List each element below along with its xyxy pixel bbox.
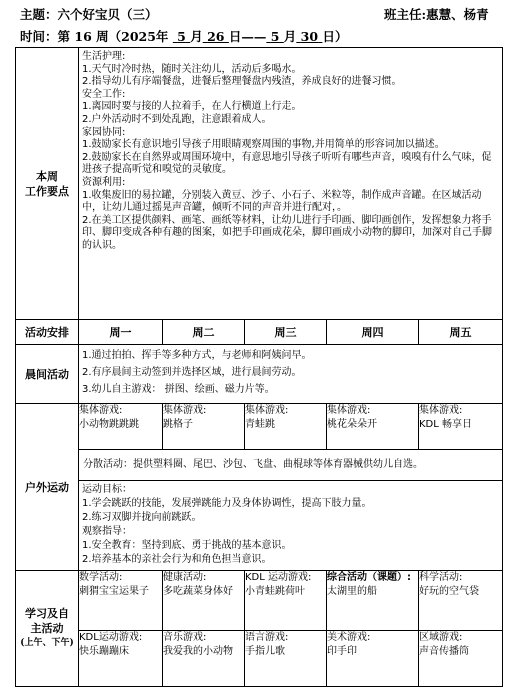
outdoor-label: 户外运动	[16, 404, 79, 571]
learning-cell: 数学活动: 刺猬宝宝运果子	[79, 571, 163, 631]
learning-cell: 区域游戏: 声音传播筒	[419, 631, 503, 687]
outdoor-game-cell: 集体游戏: 桃花朵朵开	[327, 404, 419, 450]
day-wednesday: 周三	[245, 320, 327, 345]
schedule-label: 活动安排	[16, 320, 79, 345]
outdoor-goals-row	[16, 481, 503, 571]
teacher-value: 惠慧、杨青	[426, 7, 489, 22]
week-label: 周（2025年	[96, 29, 169, 44]
focus-line: 2.户外活动时不到处乱跑，注意跟着成人。	[82, 113, 272, 125]
start-day: 26	[207, 29, 225, 44]
goal-line: 1.学会跳跃的技能，发展弹跳能力及身体协调性，提高下肢力量。	[82, 498, 372, 509]
outdoor-dispersed: 分散活动：提供塑料圈、尾巴、沙包、飞盘、曲棍球等体育器械供幼儿自选。	[79, 450, 503, 481]
learning-cell: 健康活动: 多吃蔬菜身体好	[163, 571, 245, 631]
learning-cell: 语言游戏: 手指儿歌	[245, 631, 327, 687]
start-month: 5	[177, 29, 186, 44]
focus-line: 2.指导幼儿有序端餐盘，进餐后整理餐盘内残渣，养成良好的进餐习惯。	[82, 76, 402, 88]
goal-line: 1.安全教育：坚持到底、勇于挑战的基本意识。	[82, 540, 292, 551]
morning-label: 晨间活动	[16, 345, 79, 404]
day-monday: 周一	[79, 320, 163, 345]
theme-line	[20, 5, 158, 23]
focus-content	[79, 48, 503, 320]
morning-content	[79, 345, 503, 404]
outdoor-game-cell: 集体游戏: 小动物跳跳跳	[79, 404, 163, 450]
end-day: 30	[300, 29, 319, 44]
time-line	[20, 27, 347, 45]
schedule-header-row	[16, 320, 503, 345]
focus-line: 生活护理:	[82, 51, 126, 62]
goal-line: 2.练习双脚并拢向前跳跃。	[82, 512, 202, 523]
learning-cell: KDL 运动游戏: 小青蛙跳荷叶	[245, 571, 327, 631]
day-tuesday: 周二	[163, 320, 245, 345]
theme-value: 六个好宝贝（三）	[57, 7, 158, 22]
day-label-2: 日）	[322, 29, 348, 44]
outdoor-goals	[79, 481, 503, 571]
learning-cell: 科学活动: 好玩的空气袋	[419, 571, 503, 631]
morning-line: 2.有序晨间主动签到并选择区域，进行晨间劳动。	[82, 367, 302, 378]
outdoor-games-row	[16, 404, 503, 450]
goal-line: 2.培养基本的亲社会行为和角色担当意识。	[82, 554, 272, 565]
day-label-1: 日——	[228, 29, 267, 44]
learning-cell: 综合活动（课题）: 太湖里的船	[327, 571, 419, 631]
outdoor-game-cell: 集体游戏: 跳格子	[163, 404, 245, 450]
teacher-label: 班主任:	[384, 7, 427, 22]
focus-row	[16, 48, 503, 320]
focus-label: 本周 工作要点	[16, 48, 79, 320]
focus-line: 1.鼓励家长有意识地引导孩子用眼睛观察周围的事物,并用简单的形容词加以描述。	[82, 139, 445, 151]
focus-line: 2.在美工区提供颜料、画笔、画纸等材料，让幼儿进行手印画、脚印画创作，发挥想象力将手印、脚印变成各种有趣的图案，如把手印画成花朵，脚印画成小动物的脚印，加深对自己手脚的认识。	[82, 214, 492, 251]
learning-row-2	[16, 631, 503, 687]
focus-line: 2.鼓励家长在自然界或周围环境中，有意思地引导孩子听听有哪些声音，嗅嗅有什么气味，促进孩子提高听觉和嗅觉的灵敏度。	[82, 151, 492, 176]
day-thursday: 周四	[327, 320, 419, 345]
goal-line: 运动目标：	[82, 484, 132, 495]
outdoor-game-cell: 集体游戏: 青蛙跳	[245, 404, 327, 450]
morning-line: 3.幼儿自主游戏： 拼图、绘画、磁力片等。	[82, 384, 275, 395]
outdoor-dispersed-row	[16, 450, 503, 481]
morning-line: 1.通过拍拍、挥手等多种方式，与老师和阿姨问早。	[82, 350, 312, 361]
month-label-2: 月	[283, 29, 297, 44]
focus-line: 1.天气时冷时热，随时关注幼儿，活动后多喝水。	[82, 63, 302, 75]
goal-line: 观察指导：	[82, 526, 132, 537]
week-number: 16	[74, 29, 92, 44]
month-label-1: 月	[190, 29, 203, 44]
teacher-line	[384, 5, 489, 23]
outdoor-game-cell: 集体游戏: KDL 畅享日	[419, 404, 503, 450]
time-label: 时间：第	[20, 29, 71, 44]
morning-row	[16, 345, 503, 404]
learning-cell: 音乐游戏: 我爱我的小动物	[163, 631, 245, 687]
end-month: 5	[270, 29, 280, 44]
weekly-plan-table	[15, 47, 503, 687]
focus-line: 家园协同:	[82, 126, 126, 138]
focus-line: 资源利用:	[82, 176, 126, 188]
learning-label: 学习及自 主活动 (上午、下午)	[16, 571, 79, 687]
day-friday: 周五	[419, 320, 503, 345]
focus-line: 安全工作:	[82, 88, 126, 100]
focus-line: 1.离园时要与接的人拉着手，在人行横道上行走。	[82, 101, 302, 113]
learning-cell: KDL运动游戏: 快乐蹦蹦床	[79, 631, 163, 687]
focus-line: 1.收集废旧的易拉罐，分别装入黄豆、沙子、小石子、米粒等，制作成声音罐。在区域活动中，让幼儿通过摇晃声音罐，倾听不同的声音并进行配对，。	[82, 189, 482, 214]
theme-label: 主题：	[20, 7, 58, 22]
learning-cell: 美术游戏: 印手印	[327, 631, 419, 687]
learning-row-1	[16, 571, 503, 631]
